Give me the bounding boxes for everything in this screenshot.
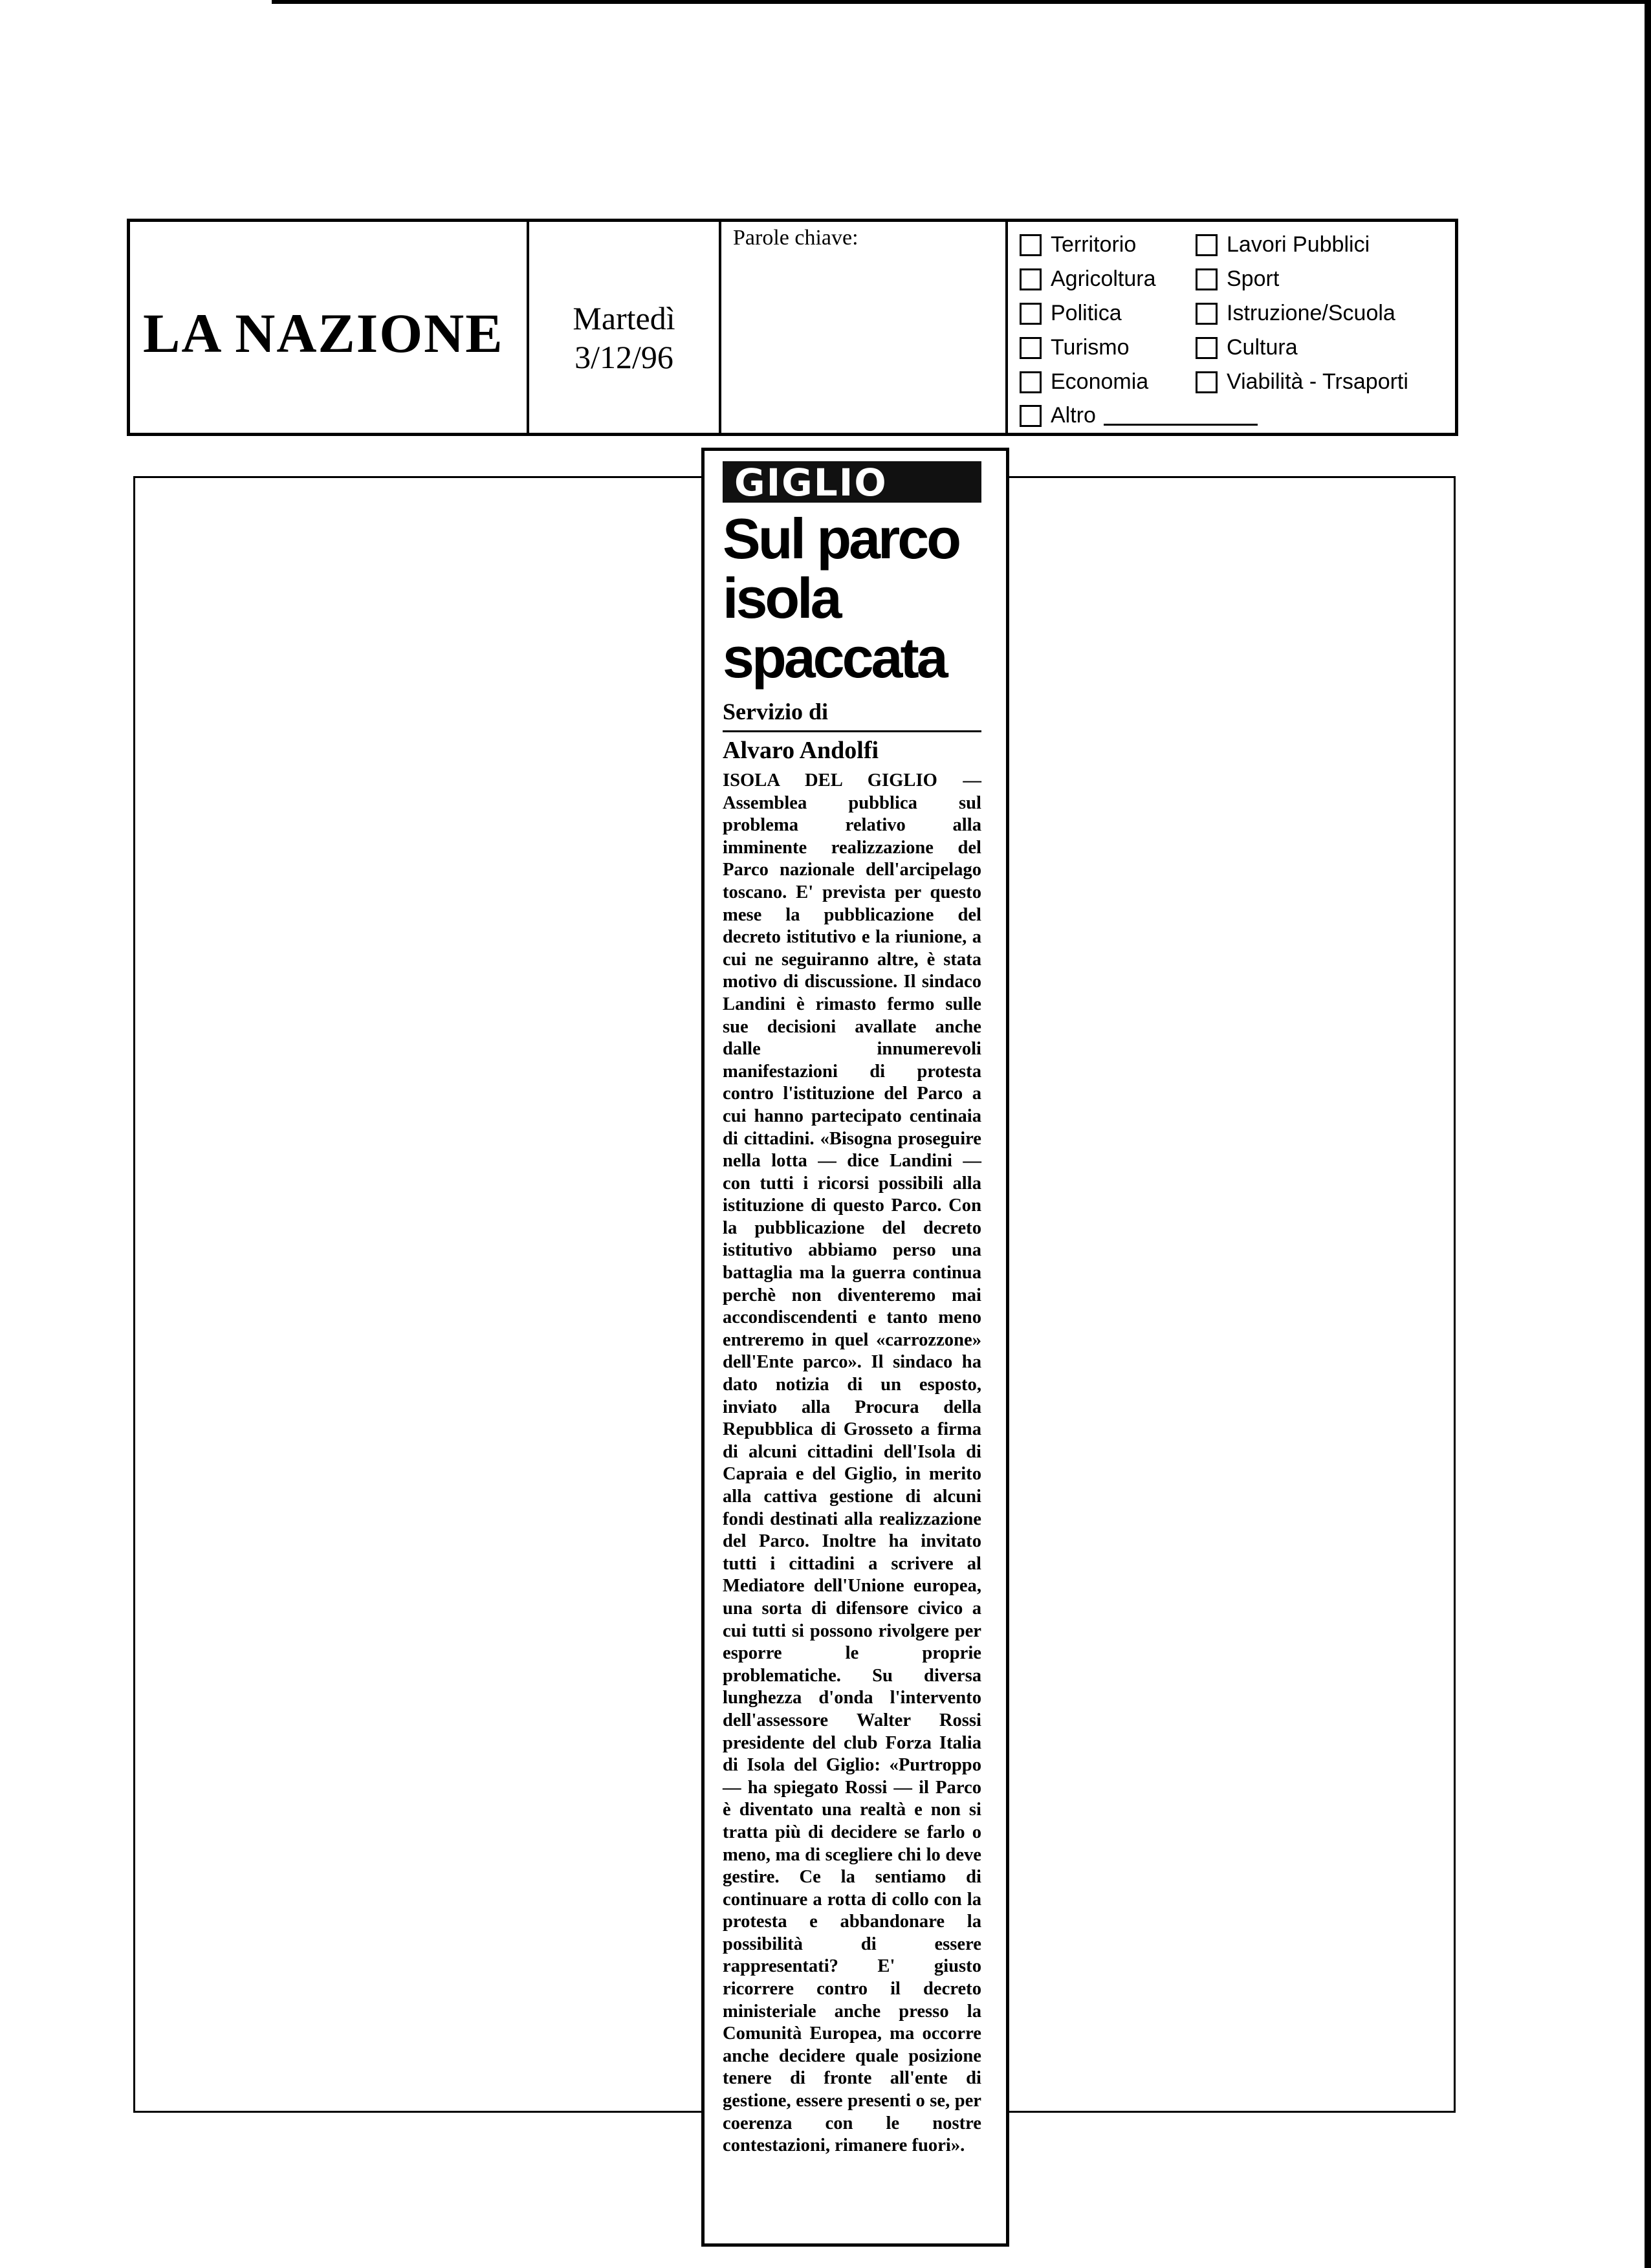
checkbox-icon[interactable] bbox=[1196, 303, 1218, 325]
checkbox-icon[interactable] bbox=[1196, 371, 1218, 393]
topic-label: Cultura bbox=[1227, 335, 1298, 360]
scan-edge-right bbox=[1645, 0, 1651, 2268]
scan-edge-top bbox=[272, 0, 1651, 4]
altro-blank-line[interactable] bbox=[1104, 406, 1258, 426]
topic-istruzione-scuola[interactable] bbox=[1196, 301, 1395, 326]
section-tag: GIGLIO bbox=[723, 461, 981, 503]
date-day: Martedì bbox=[573, 300, 675, 336]
topic-label: Lavori Pubblici bbox=[1227, 232, 1370, 257]
topic-lavori-pubblici[interactable] bbox=[1196, 232, 1370, 257]
topic-cultura[interactable] bbox=[1196, 335, 1298, 360]
topic-label: Agricoltura bbox=[1051, 267, 1156, 291]
topic-sport[interactable] bbox=[1196, 267, 1279, 292]
topic-viabilita-trasporti[interactable] bbox=[1196, 369, 1408, 395]
topic-label: Altro bbox=[1051, 403, 1096, 428]
checkbox-icon[interactable] bbox=[1020, 337, 1042, 359]
topic-politica[interactable] bbox=[1020, 301, 1122, 326]
date-value: 3/12/96 bbox=[574, 339, 673, 375]
clipping-header-table bbox=[127, 219, 1458, 436]
article-clipping bbox=[701, 448, 1009, 2247]
topic-label: Viabilità - Trsaporti bbox=[1227, 369, 1408, 394]
date-cell bbox=[529, 222, 721, 433]
topics-cell bbox=[1008, 222, 1455, 433]
newspaper-cell bbox=[130, 222, 529, 433]
keywords-label: Parole chiave: bbox=[733, 226, 858, 250]
topic-label: Istruzione/Scuola bbox=[1227, 301, 1395, 325]
checkbox-icon[interactable] bbox=[1020, 303, 1042, 325]
topic-altro[interactable] bbox=[1020, 403, 1258, 428]
checkbox-icon[interactable] bbox=[1020, 234, 1042, 256]
topic-label: Turismo bbox=[1051, 335, 1130, 360]
keywords-cell bbox=[721, 222, 1008, 433]
topic-label: Territorio bbox=[1051, 232, 1137, 257]
checkbox-icon[interactable] bbox=[1020, 268, 1042, 290]
topic-label: Economia bbox=[1051, 369, 1149, 394]
topic-agricoltura[interactable] bbox=[1020, 267, 1156, 292]
newspaper-name: LA NAZIONE bbox=[143, 302, 504, 364]
topic-territorio[interactable] bbox=[1020, 232, 1136, 257]
topic-label: Politica bbox=[1051, 301, 1122, 325]
topic-economia[interactable] bbox=[1020, 369, 1148, 395]
checkbox-icon[interactable] bbox=[1196, 337, 1218, 359]
checkbox-icon[interactable] bbox=[1020, 371, 1042, 393]
checkbox-icon[interactable] bbox=[1196, 234, 1218, 256]
topic-turismo[interactable] bbox=[1020, 335, 1130, 360]
byline-prefix: Servizio di bbox=[723, 699, 828, 725]
topic-label: Sport bbox=[1227, 267, 1280, 291]
article-headline: Sul parco isola spaccata bbox=[723, 507, 959, 690]
article-body: ISOLA DEL GIGLIO — Assemblea pubblica sul problema relativo alla imminente realizzazione del Parco nazionale dell'arcipelago toscano. E' prevista per questo mese la pubblicazione del decreto istitutivo e la riunione, a cui ne seguiranno altre, è stata motivo di discussione. Il sindaco Landini è rimasto fermo sulle sue decisioni avallate anche dalle innumerevoli manifestazioni di protesta contro l'istituzione del Parco a cui hanno partecipato centinaia di cittadini. «Bisogna proseguire nella lotta — dice Landini — con tutti i ricorsi possibili alla istituzione di questo Parco. Con la pubblicazione del decreto istitutivo abbiamo perso una battaglia ma la guerra continua perchè non diventeremo mai accondiscendenti e tanto meno entreremo in quel «carrozzone» dell'Ente parco». Il sindaco ha dato notizia di un esposto, inviato alla Procura della Repubblica di Grosseto a firma di alcuni cittadini dell'Isola di Capraia e del Giglio, in merito alla cattiva gestione di alcuni fondi destinati alla realizzazione del Parco. Inoltre ha invitato tutti i cittadini a scrivere al Mediatore dell'Unione europea, una sorta di difensore civico a cui tutti si possono rivolgere per esporre le proprie problematiche. Su diversa lunghezza d'onda l'intervento dell'assessore Walter Rossi presidente del club Forza Italia di Isola del Giglio: «Purtroppo — ha spiegato Rossi — il Parco è diventato una realtà e non si tratta più di decidere se farlo o meno, ma di scegliere chi lo deve gestire. Ce la sentiamo di continuare a rotta di collo con la protesta e abbandonare la possibilità di essere rappresentati? E' giusto ricorrere contro il decreto ministeriale anche presso la Comunità Europea, ma occorre anche decidere quale posizione tenere di fronte all'ente di gestione, essere presenti o se, per coerenza con le nostre contestazioni, rimanere fuori». bbox=[723, 770, 981, 2156]
byline-author: Alvaro Andolfi bbox=[723, 737, 879, 764]
checkbox-icon[interactable] bbox=[1196, 268, 1218, 290]
byline-rule bbox=[723, 730, 981, 732]
checkbox-icon[interactable] bbox=[1020, 405, 1042, 427]
article-column bbox=[723, 461, 981, 2157]
